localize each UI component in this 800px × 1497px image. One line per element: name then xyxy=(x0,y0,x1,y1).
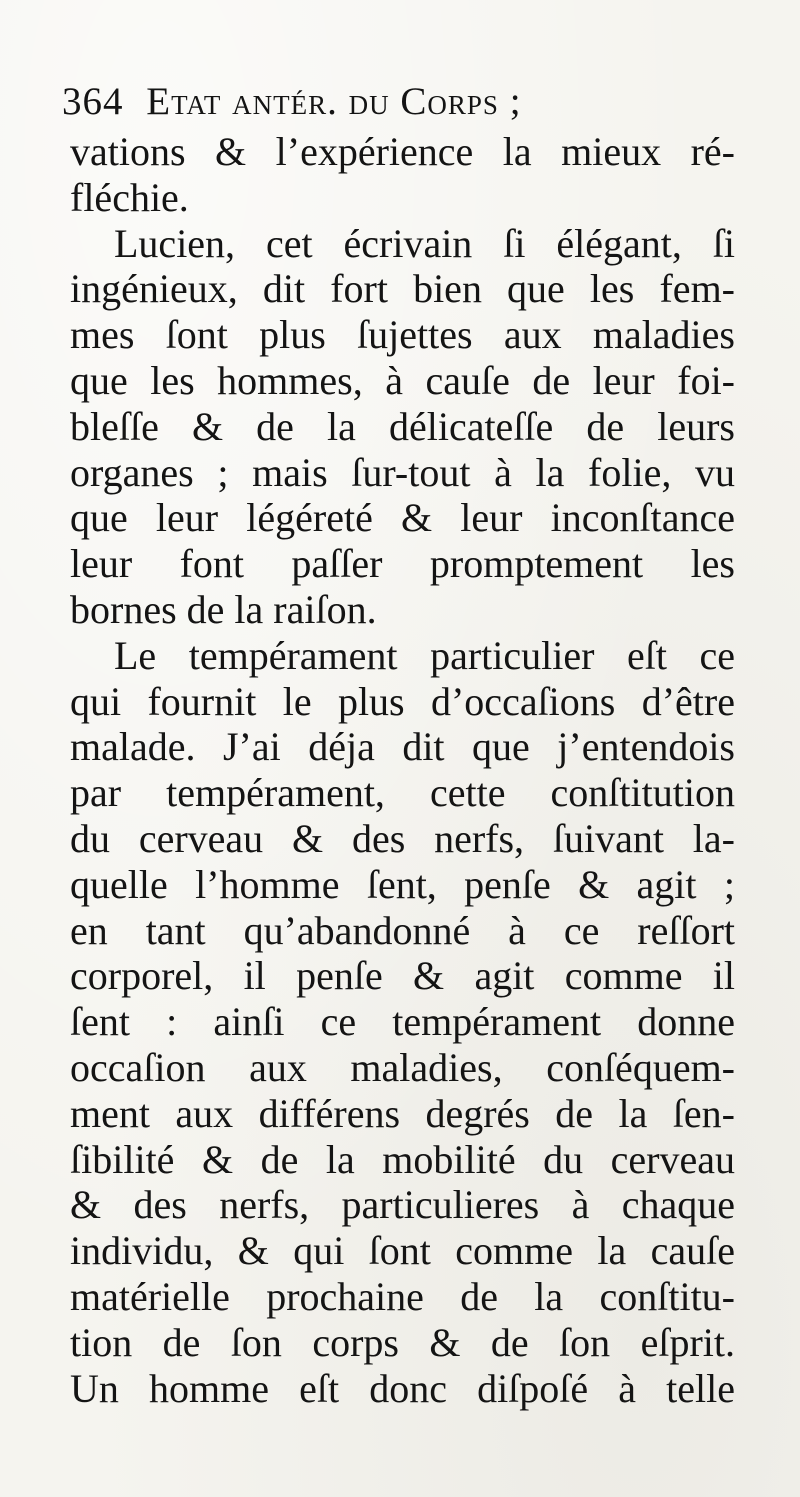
text-line: malade. J’ai déja dit que j’entendois xyxy=(70,724,735,770)
text-line: vations & l’expérience la mieux ré- xyxy=(70,129,735,174)
body-text xyxy=(70,129,735,1411)
page-header xyxy=(62,76,762,128)
running-head: Etat antér. du Corps ; xyxy=(146,80,522,123)
text-line: qui fournit le plus d’occaſions d’être xyxy=(70,678,735,724)
text-line: leur font paſſer promptement les xyxy=(70,541,735,587)
text-line: bornes de la raiſon. xyxy=(70,586,377,632)
text-line: individu, & qui ſont comme la cauſe xyxy=(70,1228,735,1274)
text-line: bleſſe & de la délicateſſe de leurs xyxy=(70,403,735,449)
page-number: 364 xyxy=(62,80,124,123)
text-line: que leur légéreté & leur inconſtance xyxy=(70,495,735,541)
text-line: par tempérament, cette conſtitution xyxy=(70,770,735,816)
text-line: corporel, il penſe & agit comme il xyxy=(70,953,735,999)
text-line: fléchie. xyxy=(70,174,189,220)
text-line: en tant qu’abandonné à ce reſſort xyxy=(70,907,735,953)
text-line: du cerveau & des nerfs, ſuivant la- xyxy=(70,815,735,861)
text-line: ment aux différens degrés de la ſen- xyxy=(70,1090,735,1136)
text-line: Un homme eſt donc diſpoſé à telle xyxy=(70,1365,735,1411)
text-line: ſibilité & de la mobilité du cerveau xyxy=(70,1136,735,1182)
text-line: tion de ſon corps & de ſon eſprit. xyxy=(70,1319,735,1365)
text-line: ingénieux, dit fort bien que les fem- xyxy=(70,266,735,312)
text-line: ſent : ainſi ce tempérament donne xyxy=(70,999,735,1045)
text-line: & des nerfs, particulieres à chaque xyxy=(70,1182,735,1228)
text-line: mes ſont plus ſujettes aux maladies xyxy=(70,312,735,358)
text-line: organes ; mais ſur-tout à la folie, vu xyxy=(70,449,735,495)
text-line: occaſion aux maladies, conſéquem- xyxy=(70,1044,735,1090)
text-line: Lucien, cet écrivain ſi élégant, ſi xyxy=(114,220,735,266)
text-line: que les hommes, à cauſe de leur foi- xyxy=(70,357,735,403)
text-line: quelle l’homme ſent, penſe & agit ; xyxy=(70,861,735,907)
text-line: Le tempérament particulier eſt ce xyxy=(114,632,735,678)
text-line: matérielle prochaine de la conſtitu- xyxy=(70,1273,735,1319)
